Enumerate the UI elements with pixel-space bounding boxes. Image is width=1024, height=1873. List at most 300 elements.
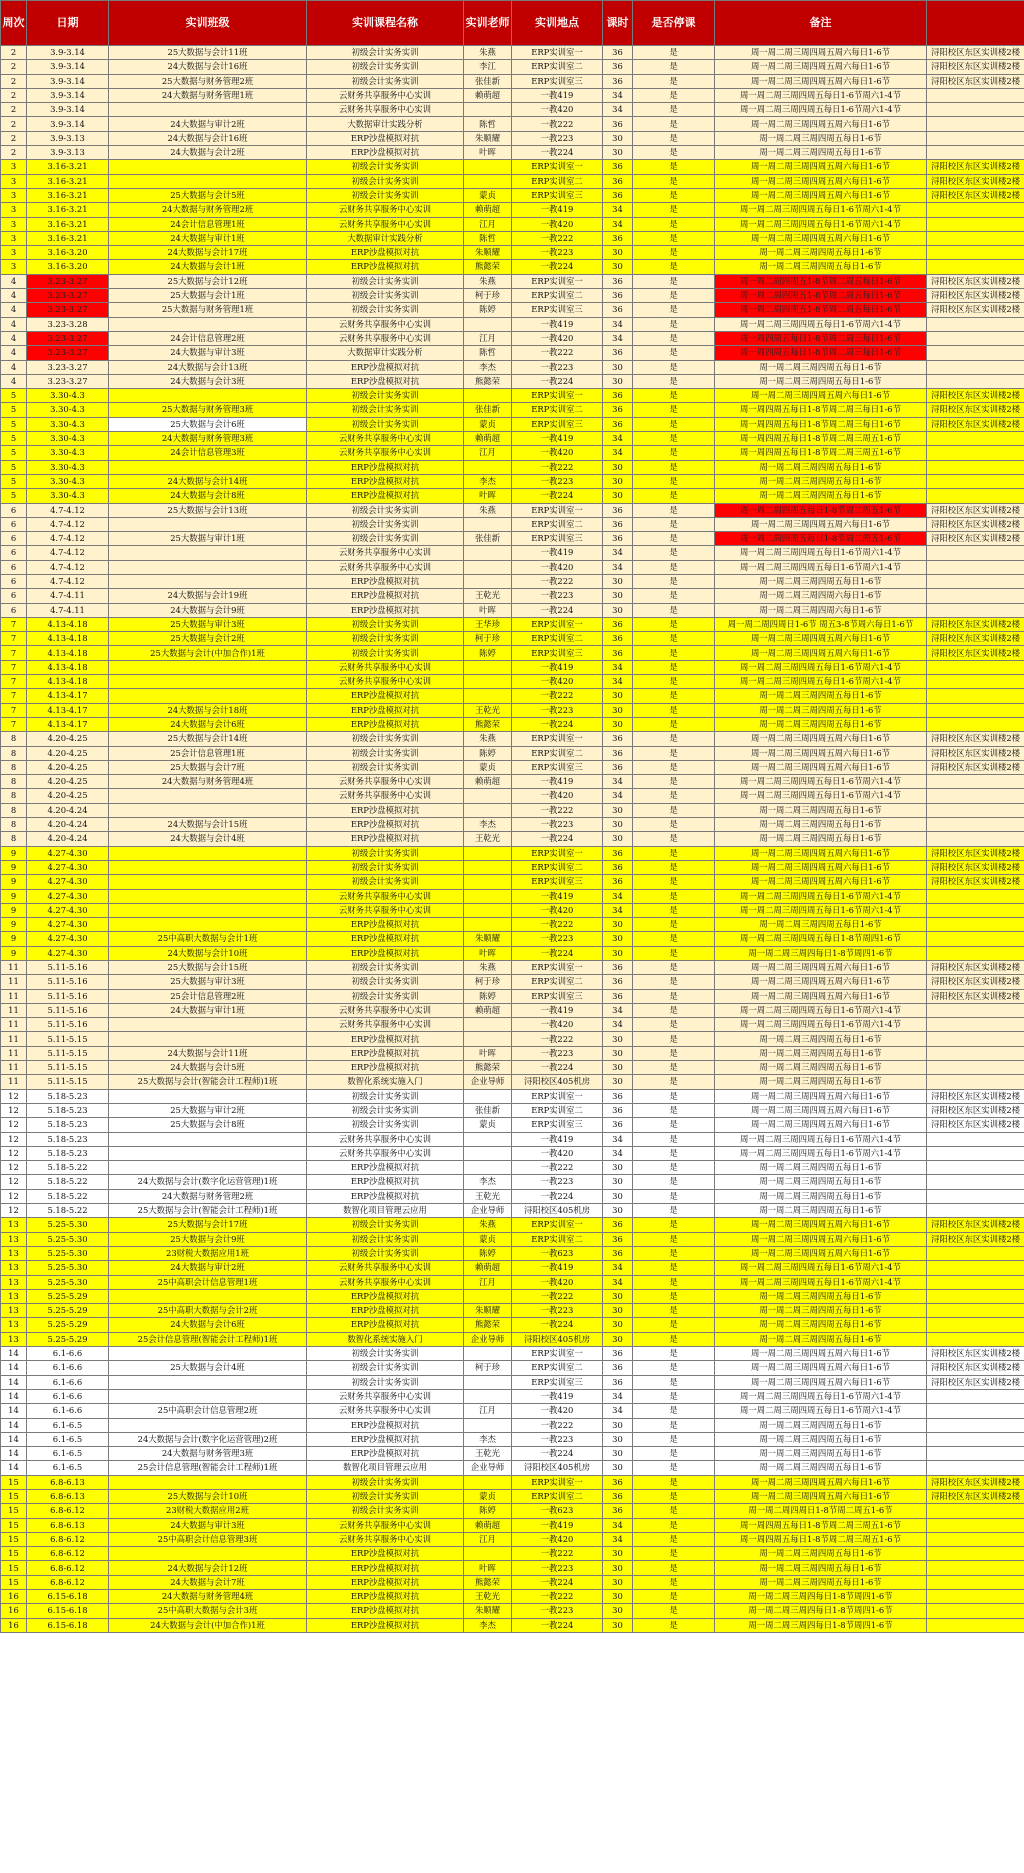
cell-week: 6 xyxy=(1,546,27,560)
cell-campus: 浔阳校区东区实训楼2楼 xyxy=(927,1375,1024,1389)
cell-date: 5.18-5.23 xyxy=(27,1103,109,1117)
cell-location: 一教223 xyxy=(512,1604,603,1618)
cell-hours: 34 xyxy=(603,903,633,917)
cell-location: 一教222 xyxy=(512,1418,603,1432)
cell-class: 24大数据与审计2班 xyxy=(109,1261,307,1275)
cell-location: 一教223 xyxy=(512,932,603,946)
cell-class: 25中高职大数据与会计2班 xyxy=(109,1304,307,1318)
cell-teacher: 江月 xyxy=(464,217,512,231)
table-row xyxy=(1,46,1024,60)
cell-course: ERP沙盘模拟对抗 xyxy=(307,1432,464,1446)
cell-course: ERP沙盘模拟对抗 xyxy=(307,818,464,832)
cell-location: ERP实训室二 xyxy=(512,632,603,646)
cell-suspended: 是 xyxy=(633,1089,715,1103)
cell-course: 云财务共享服务中心实训 xyxy=(307,1532,464,1546)
cell-class xyxy=(109,1146,307,1160)
cell-date: 3.16-3.21 xyxy=(27,188,109,202)
cell-date: 5.11-5.16 xyxy=(27,1018,109,1032)
cell-week: 9 xyxy=(1,860,27,874)
cell-week: 8 xyxy=(1,775,27,789)
cell-location: 浔阳校区405机房 xyxy=(512,1075,603,1089)
cell-campus xyxy=(927,1003,1024,1017)
cell-teacher xyxy=(464,389,512,403)
cell-hours: 30 xyxy=(603,1204,633,1218)
cell-class: 24大数据与财务管理2班 xyxy=(109,1189,307,1203)
cell-location: 一教419 xyxy=(512,1389,603,1403)
cell-remarks: 周一周二周三周四周五每日1-6节 xyxy=(715,1061,927,1075)
cell-suspended: 是 xyxy=(633,1018,715,1032)
cell-class xyxy=(109,1418,307,1432)
cell-teacher: 李杰 xyxy=(464,1432,512,1446)
table-row xyxy=(1,703,1024,717)
cell-teacher: 李杰 xyxy=(464,360,512,374)
cell-class: 24大数据与审计1班 xyxy=(109,1003,307,1017)
table-row xyxy=(1,103,1024,117)
cell-hours: 36 xyxy=(603,532,633,546)
cell-suspended: 是 xyxy=(633,1547,715,1561)
cell-class: 24大数据与会计15班 xyxy=(109,818,307,832)
cell-course: 初级会计实务实训 xyxy=(307,975,464,989)
header-date: 日期 xyxy=(27,1,109,46)
cell-course: 初级会计实务实训 xyxy=(307,1103,464,1117)
cell-date: 3.23-3.27 xyxy=(27,274,109,288)
cell-suspended: 是 xyxy=(633,646,715,660)
cell-course: ERP沙盘模拟对抗 xyxy=(307,1604,464,1618)
cell-remarks: 周一周二周三周四周五每日1-6节 xyxy=(715,1447,927,1461)
cell-course: 云财务共享服务中心实训 xyxy=(307,103,464,117)
cell-date: 5.18-5.22 xyxy=(27,1204,109,1218)
header-week: 周次 xyxy=(1,1,27,46)
cell-week: 9 xyxy=(1,946,27,960)
cell-course: ERP沙盘模拟对抗 xyxy=(307,1575,464,1589)
cell-hours: 30 xyxy=(603,574,633,588)
cell-class: 24大数据与会计6班 xyxy=(109,717,307,731)
cell-class: 24大数据与会计3班 xyxy=(109,374,307,388)
table-row xyxy=(1,346,1024,360)
cell-week: 12 xyxy=(1,1103,27,1117)
cell-remarks: 周一周二周三周四周五周六每日1-6节 xyxy=(715,389,927,403)
table-row xyxy=(1,1061,1024,1075)
cell-remarks: 周一周二周三周四周五每日1-6节周六1-4节 xyxy=(715,903,927,917)
cell-week: 14 xyxy=(1,1447,27,1461)
cell-date: 6.1-6.6 xyxy=(27,1361,109,1375)
cell-week: 15 xyxy=(1,1475,27,1489)
cell-hours: 34 xyxy=(603,789,633,803)
cell-remarks: 周一周二周三周四周五每日1-6节周六1-4节 xyxy=(715,1389,927,1403)
cell-week: 5 xyxy=(1,460,27,474)
cell-teacher: 王乾光 xyxy=(464,832,512,846)
cell-location: 一教224 xyxy=(512,1318,603,1332)
cell-teacher: 江月 xyxy=(464,1275,512,1289)
table-row xyxy=(1,474,1024,488)
cell-suspended: 是 xyxy=(633,1361,715,1375)
cell-suspended: 是 xyxy=(633,503,715,517)
cell-hours: 30 xyxy=(603,1075,633,1089)
cell-date: 3.9-3.14 xyxy=(27,60,109,74)
cell-week: 3 xyxy=(1,231,27,245)
cell-class xyxy=(109,546,307,560)
cell-remarks: 周一周二周三周四周五每日1-6节 xyxy=(715,1418,927,1432)
cell-suspended: 是 xyxy=(633,131,715,145)
cell-course: 云财务共享服务中心实训 xyxy=(307,1132,464,1146)
cell-location: 一教223 xyxy=(512,1561,603,1575)
cell-class xyxy=(109,1132,307,1146)
cell-course: 云财务共享服务中心实训 xyxy=(307,1003,464,1017)
cell-date: 3.9-3.13 xyxy=(27,146,109,160)
cell-hours: 30 xyxy=(603,260,633,274)
cell-hours: 30 xyxy=(603,703,633,717)
cell-teacher: 蒙贞 xyxy=(464,188,512,202)
table-row xyxy=(1,818,1024,832)
cell-hours: 36 xyxy=(603,1489,633,1503)
table-row xyxy=(1,1089,1024,1103)
cell-teacher xyxy=(464,1475,512,1489)
cell-location: ERP实训室三 xyxy=(512,532,603,546)
cell-campus xyxy=(927,589,1024,603)
cell-hours: 36 xyxy=(603,1361,633,1375)
cell-hours: 36 xyxy=(603,231,633,245)
table-row xyxy=(1,403,1024,417)
cell-course: 初级会计实务实训 xyxy=(307,46,464,60)
cell-suspended: 是 xyxy=(633,317,715,331)
cell-course: 云财务共享服务中心实训 xyxy=(307,1389,464,1403)
cell-remarks: 周一周二周三周四周五每日1-6节 xyxy=(715,703,927,717)
cell-course: ERP沙盘模拟对抗 xyxy=(307,803,464,817)
cell-campus: 浔阳校区东区实训楼2楼 xyxy=(927,389,1024,403)
cell-class: 24大数据与会计12班 xyxy=(109,1561,307,1575)
cell-remarks: 周一周二周三周四周五每日1-6节周六1-4节 xyxy=(715,660,927,674)
cell-teacher: 朱燕 xyxy=(464,961,512,975)
cell-date: 5.18-5.23 xyxy=(27,1118,109,1132)
cell-date: 6.8-6.13 xyxy=(27,1518,109,1532)
cell-date: 6.15-6.18 xyxy=(27,1604,109,1618)
cell-location: 浔阳校区405机房 xyxy=(512,1461,603,1475)
cell-week: 9 xyxy=(1,918,27,932)
cell-week: 8 xyxy=(1,789,27,803)
cell-hours: 30 xyxy=(603,1175,633,1189)
table-row xyxy=(1,961,1024,975)
cell-location: 一教420 xyxy=(512,331,603,345)
table-row xyxy=(1,1118,1024,1132)
cell-week: 7 xyxy=(1,675,27,689)
cell-date: 6.1-6.6 xyxy=(27,1389,109,1403)
cell-hours: 30 xyxy=(603,803,633,817)
cell-location: 一教224 xyxy=(512,1189,603,1203)
cell-hours: 30 xyxy=(603,146,633,160)
cell-date: 4.13-4.18 xyxy=(27,675,109,689)
table-row xyxy=(1,832,1024,846)
cell-suspended: 是 xyxy=(633,1046,715,1060)
cell-course: ERP沙盘模拟对抗 xyxy=(307,1161,464,1175)
cell-week: 9 xyxy=(1,889,27,903)
cell-suspended: 是 xyxy=(633,1404,715,1418)
cell-location: 一教419 xyxy=(512,203,603,217)
cell-class: 24大数据与财务管理4班 xyxy=(109,775,307,789)
cell-hours: 36 xyxy=(603,60,633,74)
cell-hours: 30 xyxy=(603,489,633,503)
cell-remarks: 周一周二周三周四周五每日1-6节周六1-4节 xyxy=(715,203,927,217)
cell-suspended: 是 xyxy=(633,303,715,317)
cell-week: 2 xyxy=(1,88,27,102)
cell-remarks: 周一周二周三周四周五每日1-6节 xyxy=(715,1461,927,1475)
table-row xyxy=(1,646,1024,660)
cell-course: ERP沙盘模拟对抗 xyxy=(307,574,464,588)
cell-course: ERP沙盘模拟对抗 xyxy=(307,689,464,703)
cell-course: ERP沙盘模拟对抗 xyxy=(307,603,464,617)
cell-course: ERP沙盘模拟对抗 xyxy=(307,918,464,932)
cell-campus xyxy=(927,1146,1024,1160)
cell-course: 云财务共享服务中心实训 xyxy=(307,889,464,903)
cell-suspended: 是 xyxy=(633,403,715,417)
cell-hours: 30 xyxy=(603,603,633,617)
cell-remarks: 周一周二周三周四周五每日1-6节周六1-4节 xyxy=(715,560,927,574)
cell-course: ERP沙盘模拟对抗 xyxy=(307,1189,464,1203)
cell-location: ERP实训室二 xyxy=(512,1232,603,1246)
cell-hours: 36 xyxy=(603,303,633,317)
cell-class: 25大数据与会计11班 xyxy=(109,46,307,60)
cell-date: 3.9-3.14 xyxy=(27,46,109,60)
cell-suspended: 是 xyxy=(633,1289,715,1303)
cell-teacher xyxy=(464,860,512,874)
cell-course: ERP沙盘模拟对抗 xyxy=(307,703,464,717)
cell-week: 7 xyxy=(1,703,27,717)
cell-suspended: 是 xyxy=(633,617,715,631)
cell-remarks: 周一周二周四周五每日1-8节周二周五1-6节 xyxy=(715,532,927,546)
cell-campus xyxy=(927,1547,1024,1561)
cell-hours: 34 xyxy=(603,1261,633,1275)
cell-teacher: 熊懿荣 xyxy=(464,1318,512,1332)
cell-date: 6.1-6.6 xyxy=(27,1375,109,1389)
cell-date: 6.8-6.12 xyxy=(27,1575,109,1589)
cell-campus xyxy=(927,246,1024,260)
cell-course: 云财务共享服务中心实训 xyxy=(307,1404,464,1418)
table-row xyxy=(1,760,1024,774)
table-row xyxy=(1,932,1024,946)
cell-course: 初级会计实务实训 xyxy=(307,403,464,417)
cell-teacher: 李杰 xyxy=(464,1175,512,1189)
cell-week: 9 xyxy=(1,875,27,889)
cell-teacher xyxy=(464,1032,512,1046)
cell-week: 13 xyxy=(1,1318,27,1332)
cell-teacher: 江月 xyxy=(464,1532,512,1546)
cell-remarks: 周一周二周三周四周五周六每日1-6节 xyxy=(715,117,927,131)
cell-suspended: 是 xyxy=(633,632,715,646)
cell-campus: 浔阳校区东区实训楼2楼 xyxy=(927,846,1024,860)
cell-week: 5 xyxy=(1,389,27,403)
cell-teacher: 蒙贞 xyxy=(464,417,512,431)
table-row xyxy=(1,1146,1024,1160)
cell-hours: 36 xyxy=(603,975,633,989)
cell-remarks: 周一周二周四周五1-8节周二周五每日1-6节 xyxy=(715,303,927,317)
cell-campus: 浔阳校区东区实训楼2楼 xyxy=(927,46,1024,60)
cell-week: 16 xyxy=(1,1618,27,1632)
cell-location: ERP实训室一 xyxy=(512,503,603,517)
cell-class: 24大数据与会计10班 xyxy=(109,946,307,960)
cell-location: 一教222 xyxy=(512,231,603,245)
cell-teacher xyxy=(464,1132,512,1146)
cell-teacher xyxy=(464,1347,512,1361)
cell-course: 云财务共享服务中心实训 xyxy=(307,432,464,446)
cell-campus: 浔阳校区东区实训楼2楼 xyxy=(927,1089,1024,1103)
cell-hours: 30 xyxy=(603,1618,633,1632)
table-row xyxy=(1,846,1024,860)
cell-course: 数智化系统实施入门 xyxy=(307,1075,464,1089)
cell-hours: 30 xyxy=(603,1189,633,1203)
cell-suspended: 是 xyxy=(633,903,715,917)
cell-class: 24大数据与审计2班 xyxy=(109,117,307,131)
cell-remarks: 周一周四周五每日1-8节周二周三每日1-6节 xyxy=(715,346,927,360)
cell-campus: 浔阳校区东区实训楼2楼 xyxy=(927,160,1024,174)
cell-campus xyxy=(927,889,1024,903)
cell-remarks: 周一周二周三周四周五每日1-6节 xyxy=(715,1189,927,1203)
cell-class: 25大数据与审计2班 xyxy=(109,1103,307,1117)
table-row xyxy=(1,1432,1024,1446)
cell-location: ERP实训室一 xyxy=(512,1475,603,1489)
cell-course: ERP沙盘模拟对抗 xyxy=(307,1175,464,1189)
cell-campus xyxy=(927,1532,1024,1546)
cell-suspended: 是 xyxy=(633,1103,715,1117)
cell-date: 3.16-3.21 xyxy=(27,203,109,217)
cell-course: 大数据审计实践分析 xyxy=(307,346,464,360)
cell-location: 一教222 xyxy=(512,460,603,474)
cell-suspended: 是 xyxy=(633,1590,715,1604)
cell-suspended: 是 xyxy=(633,1418,715,1432)
cell-location: ERP实训室一 xyxy=(512,732,603,746)
cell-week: 12 xyxy=(1,1204,27,1218)
cell-teacher: 江月 xyxy=(464,446,512,460)
cell-course: ERP沙盘模拟对抗 xyxy=(307,1032,464,1046)
table-row xyxy=(1,303,1024,317)
cell-suspended: 是 xyxy=(633,1432,715,1446)
cell-week: 4 xyxy=(1,346,27,360)
cell-hours: 34 xyxy=(603,217,633,231)
cell-location: 一教224 xyxy=(512,489,603,503)
cell-date: 5.11-5.16 xyxy=(27,961,109,975)
cell-hours: 36 xyxy=(603,160,633,174)
cell-week: 14 xyxy=(1,1461,27,1475)
cell-remarks: 周一周二周三周四周五每日1-6节周六1-4节 xyxy=(715,775,927,789)
cell-campus xyxy=(927,703,1024,717)
cell-course: ERP沙盘模拟对抗 xyxy=(307,946,464,960)
table-row xyxy=(1,860,1024,874)
table-row xyxy=(1,1003,1024,1017)
table-row xyxy=(1,889,1024,903)
cell-class: 24大数据与财务管理2班 xyxy=(109,203,307,217)
cell-class xyxy=(109,1289,307,1303)
cell-date: 3.30-4.3 xyxy=(27,389,109,403)
cell-class: 25中高职会计信息管理2班 xyxy=(109,1404,307,1418)
cell-date: 3.9-3.14 xyxy=(27,74,109,88)
cell-hours: 36 xyxy=(603,860,633,874)
cell-week: 11 xyxy=(1,961,27,975)
cell-teacher: 熊懿荣 xyxy=(464,374,512,388)
cell-teacher: 柯于珍 xyxy=(464,289,512,303)
cell-week: 8 xyxy=(1,746,27,760)
cell-remarks: 周一周二周四周日1-8节周二周五1-6节 xyxy=(715,1504,927,1518)
cell-suspended: 是 xyxy=(633,117,715,131)
cell-course: ERP沙盘模拟对抗 xyxy=(307,489,464,503)
cell-remarks: 周一周二周三周四周五每日1-6节 xyxy=(715,1432,927,1446)
cell-course: 初级会计实务实训 xyxy=(307,503,464,517)
cell-date: 6.8-6.12 xyxy=(27,1561,109,1575)
cell-location: 一教224 xyxy=(512,260,603,274)
cell-date: 3.9-3.14 xyxy=(27,103,109,117)
table-row xyxy=(1,1375,1024,1389)
cell-class: 24大数据与财务管理1班 xyxy=(109,88,307,102)
cell-hours: 34 xyxy=(603,432,633,446)
cell-remarks: 周一周二周三周四周五每日1-6节 xyxy=(715,803,927,817)
cell-remarks: 周一周二周三周四周五周六每日1-6节 xyxy=(715,1489,927,1503)
table-row xyxy=(1,532,1024,546)
cell-class: 23财税大数据应用2班 xyxy=(109,1504,307,1518)
cell-location: 一教224 xyxy=(512,1061,603,1075)
cell-suspended: 是 xyxy=(633,1389,715,1403)
cell-week: 15 xyxy=(1,1504,27,1518)
cell-class: 25大数据与会计9班 xyxy=(109,1232,307,1246)
cell-remarks: 周一周二周三周四周五每日1-6节周六1-4节 xyxy=(715,103,927,117)
cell-course: 初级会计实务实训 xyxy=(307,989,464,1003)
table-row xyxy=(1,317,1024,331)
cell-course: 初级会计实务实训 xyxy=(307,160,464,174)
cell-campus: 浔阳校区东区实训楼2楼 xyxy=(927,1489,1024,1503)
cell-date: 3.16-3.21 xyxy=(27,160,109,174)
cell-date: 3.23-3.27 xyxy=(27,360,109,374)
cell-hours: 34 xyxy=(603,775,633,789)
cell-campus xyxy=(927,818,1024,832)
cell-campus xyxy=(927,689,1024,703)
cell-class: 25大数据与会计15班 xyxy=(109,961,307,975)
cell-location: ERP实训室二 xyxy=(512,860,603,874)
table-row xyxy=(1,1332,1024,1346)
cell-class: 24大数据与会计5班 xyxy=(109,1061,307,1075)
cell-week: 7 xyxy=(1,717,27,731)
cell-suspended: 是 xyxy=(633,1618,715,1632)
cell-suspended: 是 xyxy=(633,1304,715,1318)
cell-remarks: 周一周二周三周四周五每日1-6节 xyxy=(715,918,927,932)
cell-remarks: 周一周二周三周四周五周六每日1-6节 xyxy=(715,961,927,975)
cell-week: 9 xyxy=(1,846,27,860)
cell-course: ERP沙盘模拟对抗 xyxy=(307,1046,464,1060)
cell-class xyxy=(109,889,307,903)
cell-class xyxy=(109,574,307,588)
cell-course: 云财务共享服务中心实训 xyxy=(307,317,464,331)
cell-class: 25大数据与会计5班 xyxy=(109,188,307,202)
cell-course: ERP沙盘模拟对抗 xyxy=(307,474,464,488)
table-row xyxy=(1,803,1024,817)
cell-suspended: 是 xyxy=(633,1232,715,1246)
cell-remarks: 周一周二周三周四周五周六每日1-6节 xyxy=(715,1089,927,1103)
header-suspended: 是否停课 xyxy=(633,1,715,46)
table-row xyxy=(1,918,1024,932)
table-row xyxy=(1,231,1024,245)
cell-location: 一教222 xyxy=(512,1032,603,1046)
cell-campus: 浔阳校区东区实训楼2楼 xyxy=(927,1218,1024,1232)
cell-week: 15 xyxy=(1,1561,27,1575)
cell-remarks: 周一周二周三周四周五每日1-6节 xyxy=(715,689,927,703)
cell-teacher: 叶晖 xyxy=(464,1046,512,1060)
cell-class: 25大数据与会计(中加合作)1班 xyxy=(109,646,307,660)
cell-week: 3 xyxy=(1,203,27,217)
cell-remarks: 周一周四周五每日1-8节周二周三每日1-6节 xyxy=(715,331,927,345)
cell-suspended: 是 xyxy=(633,460,715,474)
cell-hours: 30 xyxy=(603,918,633,932)
cell-suspended: 是 xyxy=(633,574,715,588)
cell-class: 25会计信息管理1班 xyxy=(109,746,307,760)
cell-course: 初级会计实务实训 xyxy=(307,1347,464,1361)
cell-hours: 30 xyxy=(603,689,633,703)
table-row xyxy=(1,1275,1024,1289)
cell-class xyxy=(109,803,307,817)
